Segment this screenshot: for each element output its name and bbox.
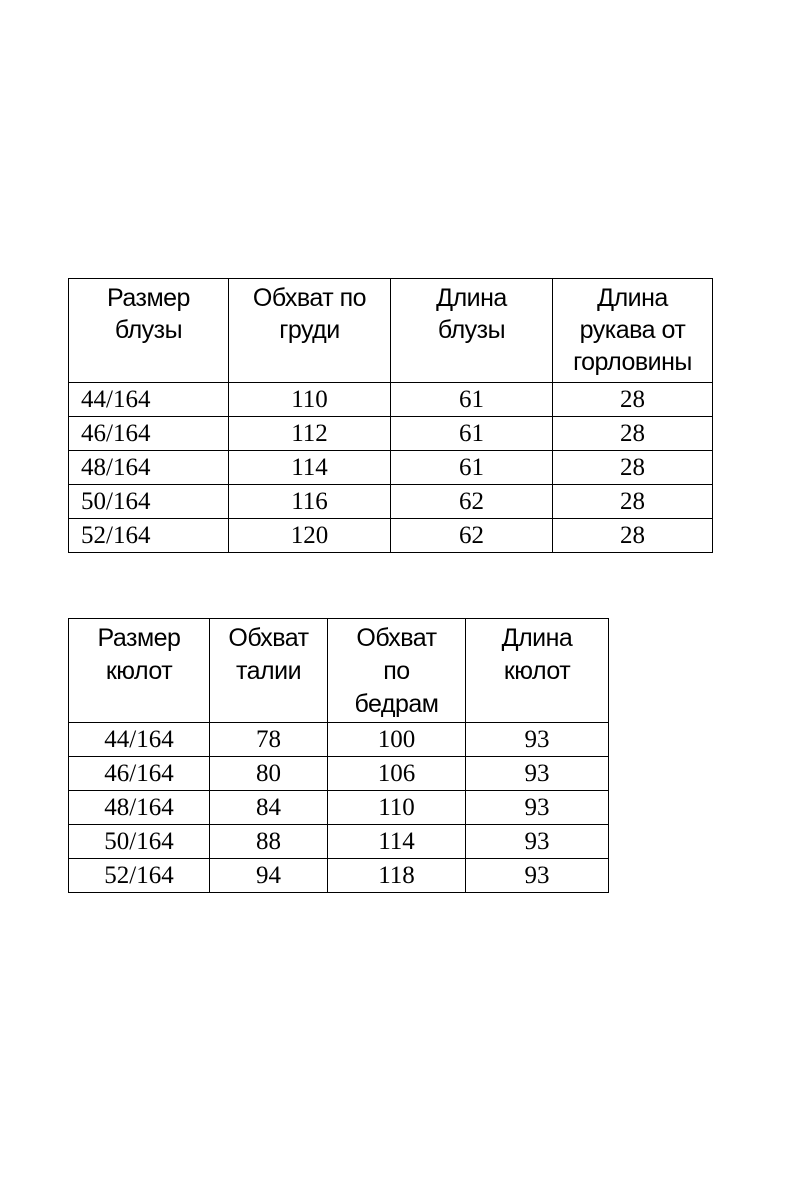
blouse-size-table	[68, 278, 713, 553]
table-row	[69, 791, 609, 825]
chest-cell: 114	[229, 451, 391, 485]
sleeve-cell: 28	[553, 417, 713, 451]
length-cell: 61	[391, 417, 553, 451]
blouse-header-sleeve	[553, 279, 713, 383]
culotte-header-row	[69, 619, 609, 723]
culotte-header-waist	[210, 619, 328, 723]
table-row	[69, 825, 609, 859]
length-cell: 93	[466, 859, 609, 893]
table-row	[69, 723, 609, 757]
size-cell: 50/164	[69, 825, 210, 859]
size-cell: 46/164	[69, 757, 210, 791]
header-line: Длина	[436, 284, 507, 312]
sleeve-cell: 28	[553, 383, 713, 417]
length-cell: 93	[466, 757, 609, 791]
chest-cell: 120	[229, 519, 391, 553]
length-cell: 93	[466, 791, 609, 825]
blouse-header-length	[391, 279, 553, 383]
waist-cell: 94	[210, 859, 328, 893]
blouse-header-chest	[229, 279, 391, 383]
header-line: горловины	[573, 348, 692, 376]
header-line: Длина	[597, 284, 668, 312]
waist-cell: 88	[210, 825, 328, 859]
table-row	[69, 757, 609, 791]
sleeve-cell: 28	[553, 451, 713, 485]
chest-cell: 112	[229, 417, 391, 451]
culotte-size-table	[68, 618, 609, 893]
culotte-header-hips	[328, 619, 466, 723]
culotte-header-size	[69, 619, 210, 723]
header-line: груди	[279, 316, 340, 344]
header-line: блузы	[437, 316, 506, 344]
table-row	[69, 485, 713, 519]
table-row	[69, 417, 713, 451]
size-cell: 48/164	[69, 451, 229, 485]
hips-cell: 118	[328, 859, 466, 893]
size-cell: 52/164	[69, 519, 229, 553]
size-cell: 50/164	[69, 485, 229, 519]
header-line: Обхват по	[252, 284, 367, 312]
blouse-header-size	[69, 279, 229, 383]
chest-cell: 110	[229, 383, 391, 417]
header-line: Обхват	[228, 624, 309, 652]
table-row	[69, 451, 713, 485]
length-cell: 62	[391, 485, 553, 519]
header-line: рукава от	[579, 316, 686, 344]
header-line: талии	[235, 657, 302, 685]
size-cell: 46/164	[69, 417, 229, 451]
waist-cell: 84	[210, 791, 328, 825]
header-line: бедрам	[354, 690, 439, 718]
size-cell: 44/164	[69, 383, 229, 417]
header-line: Размер	[107, 284, 190, 312]
header-line: Обхват	[356, 624, 437, 652]
header-line: Размер	[97, 624, 181, 652]
sleeve-cell: 28	[553, 519, 713, 553]
hips-cell: 110	[328, 791, 466, 825]
waist-cell: 80	[210, 757, 328, 791]
table-row	[69, 519, 713, 553]
length-cell: 61	[391, 451, 553, 485]
hips-cell: 114	[328, 825, 466, 859]
size-cell: 44/164	[69, 723, 210, 757]
length-cell: 93	[466, 825, 609, 859]
header-line: кюлот	[503, 657, 571, 685]
length-cell: 93	[466, 723, 609, 757]
length-cell: 62	[391, 519, 553, 553]
header-line: блузы	[114, 316, 183, 344]
waist-cell: 78	[210, 723, 328, 757]
table-row	[69, 859, 609, 893]
header-line: Длина	[501, 624, 573, 652]
size-cell: 48/164	[69, 791, 210, 825]
culotte-header-length	[466, 619, 609, 723]
hips-cell: 106	[328, 757, 466, 791]
hips-cell: 100	[328, 723, 466, 757]
table-row	[69, 383, 713, 417]
chest-cell: 116	[229, 485, 391, 519]
sleeve-cell: 28	[553, 485, 713, 519]
blouse-header-row	[69, 279, 713, 383]
length-cell: 61	[391, 383, 553, 417]
size-cell: 52/164	[69, 859, 210, 893]
header-line: кюлот	[105, 657, 173, 685]
header-line: по	[383, 657, 410, 685]
